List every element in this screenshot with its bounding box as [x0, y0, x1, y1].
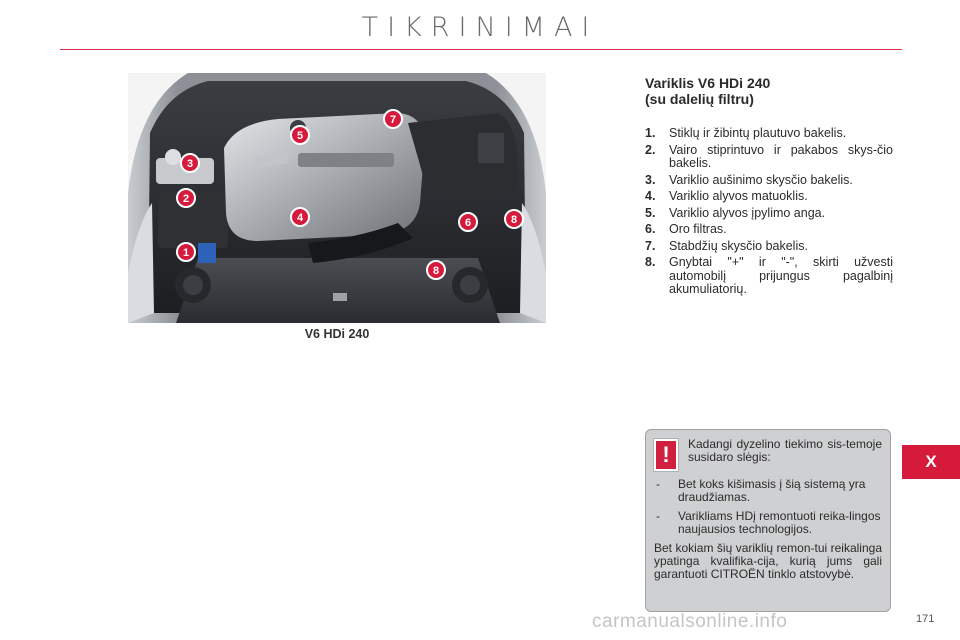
item-number: 4.: [645, 189, 656, 203]
page-number: 171: [916, 613, 935, 625]
engine-photo: [128, 73, 546, 323]
list-item: [645, 174, 893, 188]
engine-illustration: [128, 73, 546, 323]
list-item: [645, 240, 893, 254]
component-list: [645, 127, 893, 300]
bullet-text: Varikliams HDį remontuoti reika-lingos naujausios technologijos.: [678, 509, 881, 536]
item-number: 8.: [645, 255, 656, 269]
section-heading: [645, 75, 895, 107]
item-number: 2.: [645, 142, 656, 157]
callout-label: 8: [432, 265, 440, 277]
item-text: Variklio alyvos įpylimo anga.: [669, 205, 826, 220]
warning-header: [654, 438, 882, 471]
callout-label: 3: [186, 158, 194, 170]
item-number: 1.: [645, 126, 656, 140]
section-heading-line2: (su dalelių filtru): [645, 91, 754, 107]
photo-caption: V6 HDi 240: [304, 327, 370, 341]
list-item: [645, 144, 893, 171]
callout-label: 2: [182, 193, 190, 205]
item-text: Oro filtras.: [669, 222, 727, 236]
warning-outro: Bet kokiam šių variklių remon-tui reikalinga ypatinga kvalifika-cija, kurią jums gali garantuoti CITROËN tinklo atstovybė.: [654, 541, 882, 581]
callout-label: 6: [464, 217, 472, 229]
item-text: Vairo stiprintuvo ir pakabos skys-čio bakelis.: [669, 142, 893, 170]
item-text: Stabdžių skysčio bakelis.: [669, 238, 808, 253]
item-text: Variklio aušinimo skysčio bakelis.: [669, 172, 853, 187]
warning-icon: !: [654, 439, 678, 471]
item-number: 5.: [645, 205, 656, 220]
item-text: Variklio alyvos matuoklis.: [669, 189, 808, 203]
warning-bullet: [654, 510, 882, 536]
callout-label: 1: [182, 247, 190, 259]
warning-bullet: [654, 478, 882, 504]
callout-label: 4: [296, 212, 304, 224]
bullet-dash: -: [656, 509, 660, 523]
callout-label: 5: [296, 130, 304, 142]
bullet-text: Bet koks kišimasis į šią sistemą yra draudžiamas.: [678, 477, 866, 504]
list-item: [645, 207, 893, 221]
warning-bullets: [654, 478, 882, 536]
item-text: Stiklų ir žibintų plautuvo bakelis.: [669, 126, 847, 140]
callout-label: 7: [389, 114, 397, 126]
item-number: 7.: [645, 238, 656, 253]
title-divider: [60, 49, 902, 50]
list-item: [645, 256, 893, 297]
warning-intro: Kadangi dyzelino tiekimo sis-temoje susidaro slėgis:: [688, 437, 882, 464]
list-item: [645, 223, 893, 237]
callout-label: 8: [510, 214, 518, 226]
item-text: Gnybtai "+" ir "-", skirti užvesti automobilį prijungus pagalbinį akumuliatorių.: [669, 255, 893, 296]
item-number: 3.: [645, 172, 656, 187]
page-title: TIKRINIMAI: [361, 12, 599, 43]
list-item: [645, 190, 893, 204]
section-heading-line1: Variklis V6 HDi 240: [645, 75, 771, 91]
list-item: [645, 127, 893, 141]
bullet-dash: -: [656, 477, 660, 491]
watermark: carmanualsonline.info: [592, 611, 788, 632]
warning-box: [645, 429, 891, 612]
item-number: 6.: [645, 222, 656, 236]
section-tab[interactable]: X: [902, 445, 960, 479]
